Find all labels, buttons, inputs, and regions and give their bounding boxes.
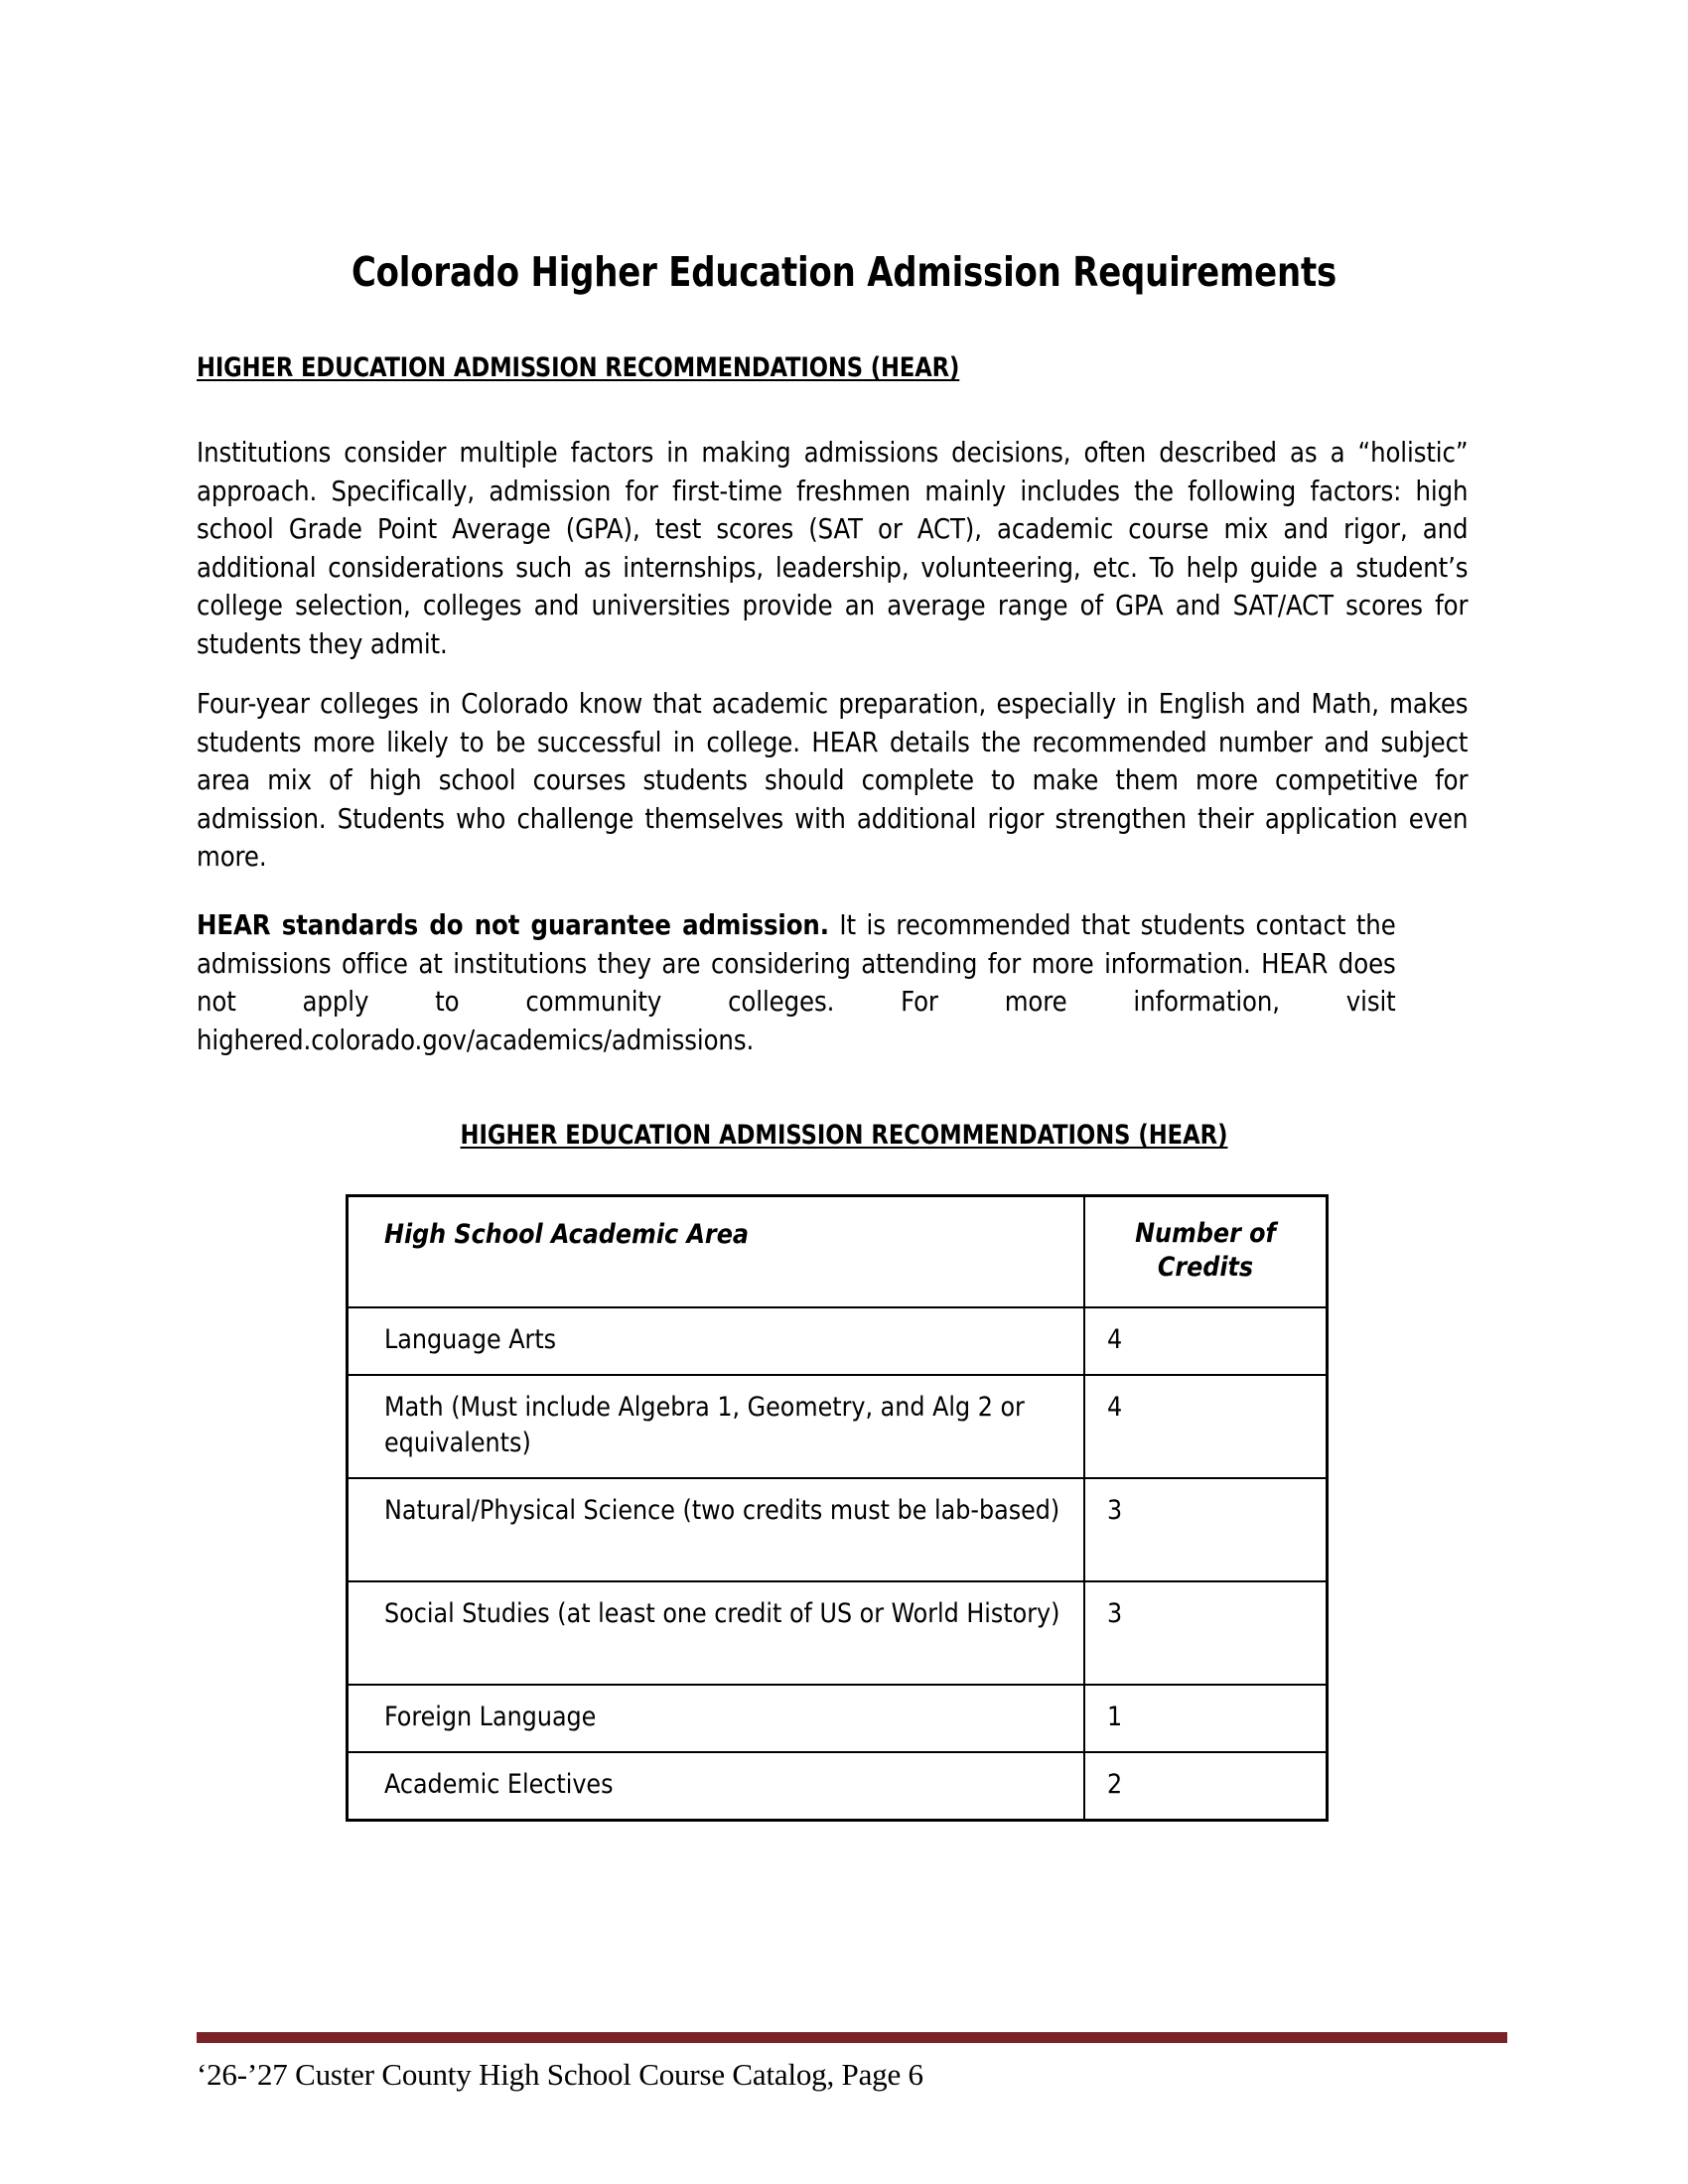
footer-catalog-label: ‘26-’27 Custer County High School Course Catalog, Page 6 <box>197 2057 923 2092</box>
table-header-row <box>348 1196 1328 1308</box>
cell-credits: 3 <box>1084 1478 1328 1581</box>
cell-credits: 4 <box>1084 1375 1328 1478</box>
column-header-credits-line1: Number of <box>1135 1218 1276 1249</box>
cell-academic-area: Language Arts <box>348 1307 1084 1375</box>
cell-credits: 3 <box>1084 1581 1328 1685</box>
paragraph-institutions: Institutions consider multiple factors in making admissions decisions, often described as a “holistic” approach. Specifically, admission for first-time freshmen mainly includes the following factors: high school Grade Point Average (GPA), test scores (SAT or ACT), academic course mix and rigor, and additional considerations such as internships, leadership, volunteering, etc. To help guide a student’s college selection, colleges and universities provide an average range of GPA and SAT/ACT scores for students they admit. <box>197 436 1469 660</box>
cell-academic-area: Social Studies (at least one credit of US or World History) <box>348 1581 1084 1685</box>
table-row <box>348 1375 1328 1478</box>
paragraph-hear-standards <box>197 906 1396 1059</box>
cell-academic-area: Academic Electives <box>348 1752 1084 1821</box>
table-head <box>348 1196 1328 1308</box>
cell-credits: 4 <box>1084 1307 1328 1375</box>
table-row <box>348 1752 1328 1821</box>
cell-credits: 2 <box>1084 1752 1328 1821</box>
table-row <box>348 1478 1328 1581</box>
column-header-credits-line2: Credits <box>1157 1252 1254 1283</box>
column-header-number-of-credits <box>1084 1196 1328 1308</box>
cell-academic-area: Natural/Physical Science (two credits must be lab-based) <box>348 1478 1084 1581</box>
hear-requirements-table <box>346 1194 1329 1822</box>
table-row <box>348 1685 1328 1752</box>
table-row <box>348 1307 1328 1375</box>
paragraph-rest: It is recommended that students contact the admissions office at institutions they are considering attending for more information. HEAR does not apply to community colleges. For more information, visit highered.colorado.gov/academics/admissions. <box>197 908 1396 1056</box>
section-heading: HIGHER EDUCATION ADMISSION RECOMMENDATIONS (HEAR) <box>197 352 960 383</box>
page-title: Colorado Higher Education Admission Requirements <box>351 248 1337 296</box>
paragraph-bold-lead: HEAR standards do not guarantee admission. <box>197 908 829 941</box>
cell-credits: 1 <box>1084 1685 1328 1752</box>
column-header-academic-area: High School Academic Area <box>348 1196 1084 1308</box>
table-row <box>348 1581 1328 1685</box>
cell-academic-area: Foreign Language <box>348 1685 1084 1752</box>
paragraph-four-year-colleges: Four-year colleges in Colorado know that academic preparation, especially in English and Math, makes students more likely to be successful in college. HEAR details the recommended number and subject area mix of high school courses students should complete to make them more competitive for admission. Students who challenge themselves with additional rigor strengthen their application even more. <box>197 687 1469 873</box>
footer-divider <box>197 2032 1507 2043</box>
table-body <box>348 1307 1328 1821</box>
cell-academic-area: Math (Must include Algebra 1, Geometry, and Alg 2 or equivalents) <box>348 1375 1084 1478</box>
table-heading: HIGHER EDUCATION ADMISSION RECOMMENDATIONS (HEAR) <box>460 1120 1228 1151</box>
